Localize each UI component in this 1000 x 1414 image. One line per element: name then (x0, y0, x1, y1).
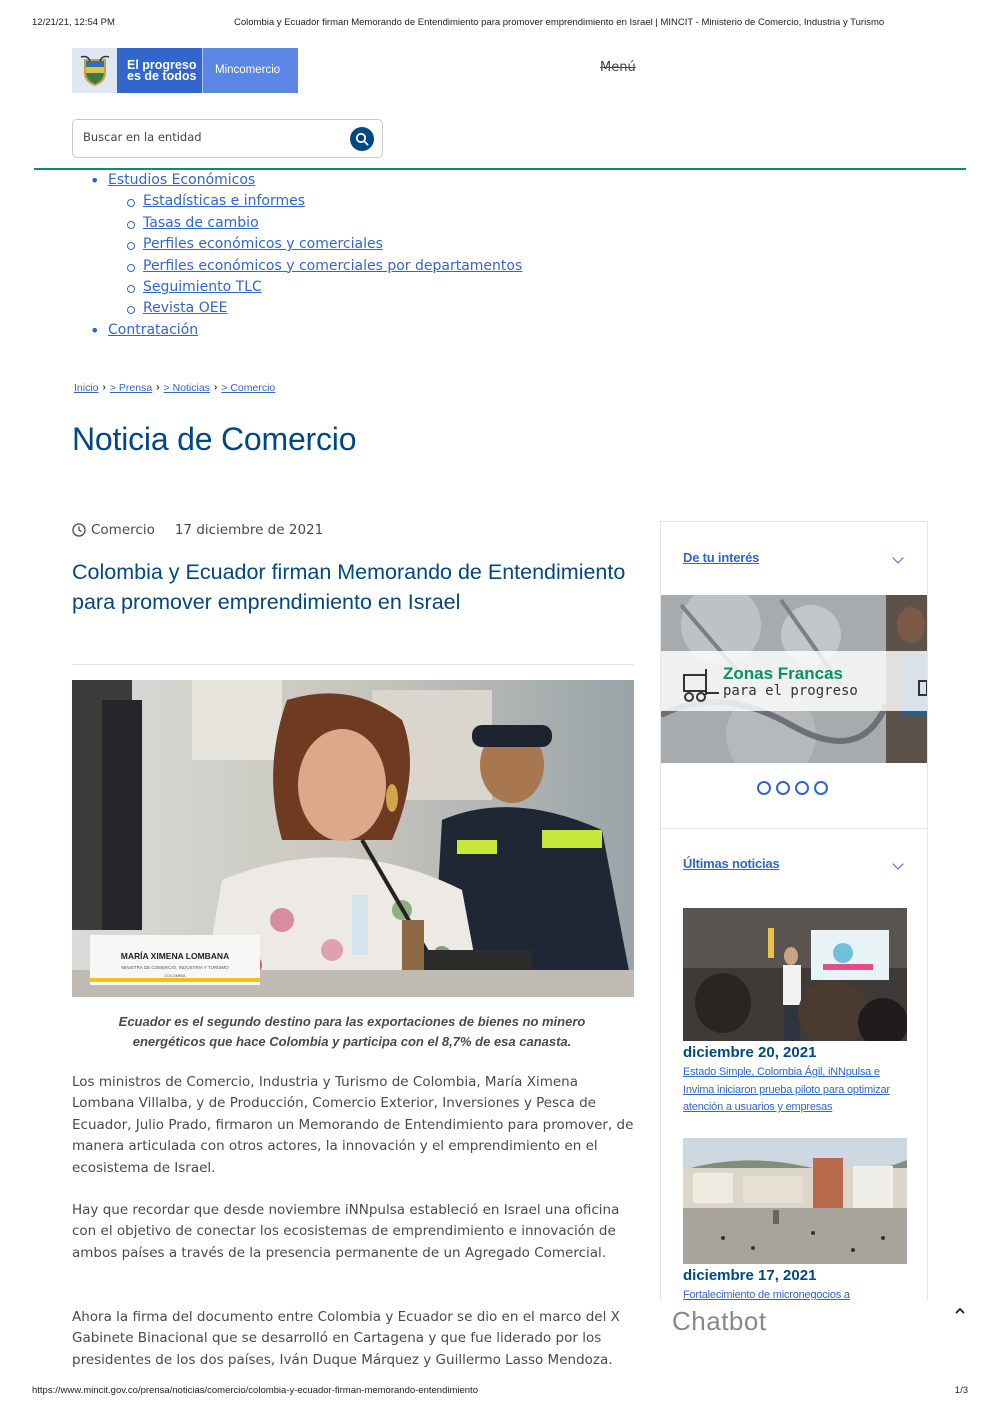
breadcrumb-separator: › (102, 382, 106, 393)
nav-link[interactable]: Estadísticas e informes (143, 193, 306, 210)
search-bar (72, 119, 383, 158)
article-date: 17 diciembre de 2021 (174, 522, 324, 538)
article-paragraph: Hay que recordar que desde noviembre iNNpulsa estableció en Israel una oficina con el objetivo de conectar los ecosistemas de emprendimiento e innovación de ambos países a través de la presencia permanente de un Agregado Comercial. (72, 1202, 620, 1261)
banner-subtitle: para el progreso (723, 683, 858, 699)
print-footer (32, 1385, 968, 1396)
article-photo (72, 680, 634, 997)
nameplate-role: MINISTRA DE COMERCIO, INDUSTRIA Y TURISMO (121, 965, 229, 970)
nav-link[interactable]: Seguimiento TLC (143, 279, 262, 296)
news-thumbnail[interactable] (683, 1138, 907, 1271)
nav-item-contratacion (72, 320, 522, 341)
article-divider (72, 664, 634, 665)
carousel-dot[interactable] (776, 781, 790, 795)
carousel-dot[interactable] (795, 781, 809, 795)
colombia-coat-of-arms-icon (72, 48, 117, 93)
nav-subitem-revista-oee (72, 298, 522, 319)
logo-slogan-line2: es de todos (127, 69, 197, 83)
sidebar-interest-heading[interactable]: De tu interés (683, 550, 760, 565)
news-date: diciembre 20, 2021 (683, 1044, 817, 1061)
chevron-down-icon[interactable] (892, 858, 903, 869)
search-button[interactable] (350, 127, 374, 151)
search-icon (355, 132, 369, 146)
article-paragraph: Los ministros de Comercio, Industria y Turismo de Colombia, María Ximena Lombana Villalba, y de Producción, Comercio Exterior, Inversiones y Pesca de Ecuador, Julio Prado, firmaron un Memorando de Entendimiento para promover, de manera articulada con otros actores, la innovación y el emprendimiento en el ecosistema de Israel. (72, 1074, 634, 1176)
print-url: https://www.mincit.gov.co/prensa/noticias/comercio/colombia-y-ecuador-firman-memorando-entendimiento (32, 1385, 478, 1396)
sidebar (660, 521, 928, 1300)
news-thumbnail[interactable] (683, 908, 907, 1041)
print-timestamp: 12/21/21, 12:54 PM (32, 17, 115, 28)
banner-title: Zonas Francas (723, 664, 843, 683)
print-page-number: 1/3 (954, 1385, 968, 1396)
news-link[interactable]: Fortalecimiento de micronegocios a (683, 1289, 850, 1300)
article-category: Comercio (91, 522, 155, 538)
article-meta (72, 522, 323, 538)
print-document-title: Colombia y Ecuador firman Memorando de Entendimiento para promover emprendimiento en Israel | MINCIT - Ministerio de Comercio, Industria y Turismo (234, 17, 885, 28)
chevron-up-icon[interactable] (953, 1304, 967, 1318)
breadcrumb-prensa[interactable]: > Prensa (109, 382, 153, 394)
breadcrumb-comercio[interactable]: > Comercio (221, 382, 276, 394)
carousel-indicators (757, 781, 828, 795)
carousel-dot[interactable] (757, 781, 771, 795)
breadcrumb-separator: › (156, 382, 160, 393)
logo-slogan-line1: El progreso (127, 58, 197, 72)
site-navigation (72, 170, 522, 341)
carousel-dot[interactable] (814, 781, 828, 795)
page-title: Noticia de Comercio (72, 421, 357, 457)
nameplate-name: MARÍA XIMENA LOMBANA (120, 951, 230, 961)
nav-link[interactable]: Contratación (108, 321, 199, 338)
nav-subitem-seguimiento-tlc (72, 277, 522, 298)
nameplate-country: COLOMBIA (164, 973, 186, 978)
menu-button[interactable]: Menú (600, 60, 636, 75)
nav-link[interactable]: Perfiles económicos y comerciales (143, 236, 383, 253)
nav-link[interactable]: Tasas de cambio (143, 214, 259, 231)
nav-subitem-perfiles (72, 234, 522, 255)
chevron-down-icon[interactable] (892, 552, 903, 563)
nav-subitem-estadisticas (72, 191, 522, 212)
logo-ministry: Mincomercio (202, 48, 298, 93)
sidebar-divider (661, 828, 928, 829)
breadcrumb-separator: › (213, 382, 218, 393)
nav-link[interactable]: Estudios Económicos (108, 172, 256, 188)
site-logo[interactable] (72, 48, 298, 93)
chatbot-button[interactable]: Chatbot (672, 1306, 767, 1336)
logo-slogan (117, 48, 202, 93)
sidebar-news-heading[interactable]: Últimas noticias (683, 856, 780, 871)
breadcrumb (74, 382, 275, 394)
zonas-francas-banner[interactable] (661, 595, 928, 763)
photo-caption: Ecuador es el segundo destino para las exportaciones de bienes no minero energéticos que hace Colombia y participa con el 8,7% de esa canasta. (118, 1014, 586, 1049)
news-link[interactable]: Estado Simple, Colombia Ágil, iNNpulsa e Invima iniciaron prueba piloto para optimizar atención a usuarios y empresas (683, 1066, 890, 1113)
breadcrumb-inicio[interactable]: Inicio (74, 382, 99, 394)
nav-subitem-tasas-cambio (72, 213, 522, 234)
nav-item-estudios-economicos (72, 170, 522, 191)
article-paragraph: Ahora la firma del documento entre Colombia y Ecuador se dio en el marco del X Gabinete Binacional que se desarrolló en Cartagena y que fue liderado por los presidentes de los dos países, Iván Duque Márquez y Guillermo Lasso Mendoza. (72, 1309, 620, 1368)
article-title: Colombia y Ecuador firman Memorando de Entendimiento para promover emprendimiento en Israel (72, 560, 626, 614)
clock-icon (72, 523, 86, 537)
nav-link[interactable]: Perfiles económicos y comerciales por departamentos (143, 257, 523, 274)
search-input[interactable] (83, 130, 343, 144)
news-date: diciembre 17, 2021 (683, 1267, 817, 1284)
nav-subitem-perfiles-departamentos (72, 256, 522, 277)
breadcrumb-noticias[interactable]: > Noticias (163, 382, 210, 394)
nav-link[interactable]: Revista OEE (143, 300, 228, 317)
